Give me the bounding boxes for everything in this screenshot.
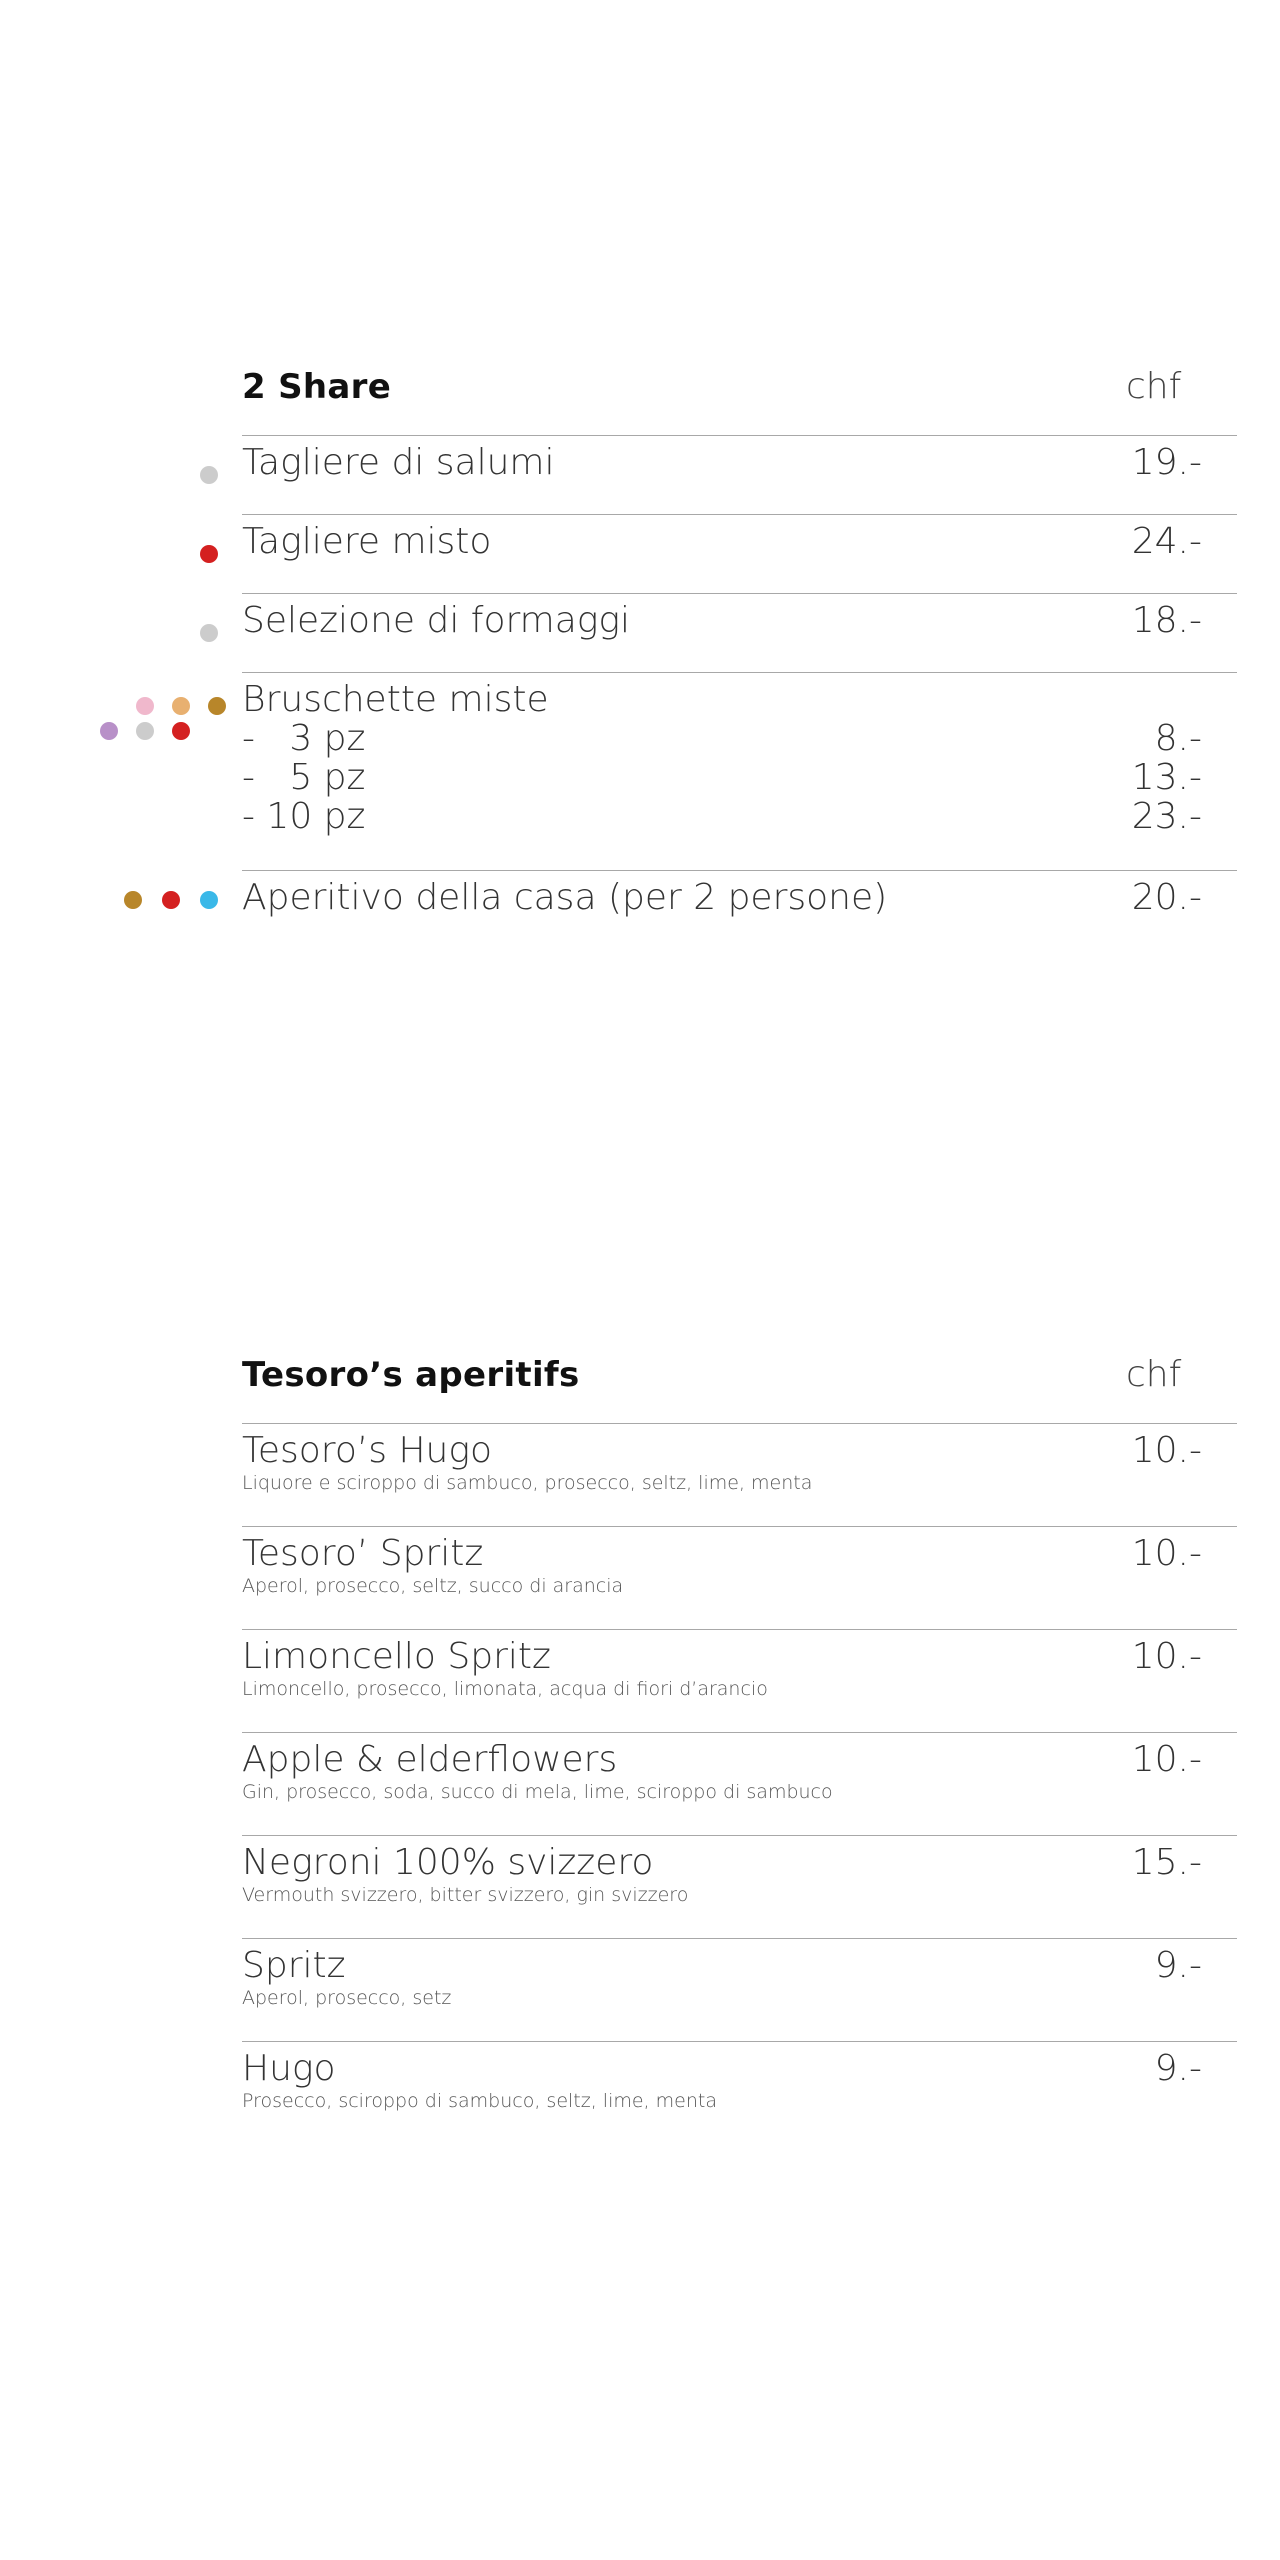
drink-description: Gin, prosecco, soda, succo di mela, lime, sciroppo di sambuco (242, 1781, 833, 1803)
item-name: Selezione di formaggi (242, 600, 630, 641)
drink-name: Spritz (242, 1945, 346, 1986)
menu-item-bruschette (242, 673, 1237, 870)
drink-name: Apple & elderflowers (242, 1739, 618, 1780)
drink-name: Negroni 100% svizzero (242, 1842, 654, 1883)
option-label: - 10 pz (242, 796, 366, 837)
dot-icon (200, 891, 218, 909)
drink-price: 10.- (1131, 1636, 1202, 1677)
menu-item-selezione-formaggi (242, 594, 1237, 672)
menu-item-tagliere-salumi (242, 436, 1237, 514)
item-price: 24.- (1131, 521, 1202, 562)
drink-description: Prosecco, sciroppo di sambuco, seltz, lime, menta (242, 2090, 717, 2112)
drink-price: 10.- (1131, 1739, 1202, 1780)
item-price: 20.- (1131, 877, 1202, 918)
item-name: Tagliere di salumi (242, 442, 555, 483)
drink-name: Tesoro’s Hugo (242, 1430, 492, 1471)
drink-description: Aperol, prosecco, setz (242, 1987, 452, 2009)
dot-icon (200, 545, 218, 563)
drink-name: Tesoro’ Spritz (242, 1533, 484, 1574)
share-currency: chf (1126, 366, 1182, 407)
drink-name: Hugo (242, 2048, 336, 2089)
drink-description: Limoncello, prosecco, limonata, acqua di fiori d’arancio (242, 1678, 768, 1700)
aperitifs-header (242, 1343, 1237, 1423)
option-label: - 5 pz (242, 757, 366, 798)
drink-name: Limoncello Spritz (242, 1636, 551, 1677)
item-name: Tagliere misto (242, 521, 492, 562)
dot-icon (162, 891, 180, 909)
dot-icon (200, 624, 218, 642)
drink-price: 9.- (1154, 2048, 1202, 2089)
dot-icon (136, 722, 154, 740)
aperitifs-section (242, 1343, 1237, 2144)
dot-icon (124, 891, 142, 909)
option-price: 8.- (1154, 718, 1202, 759)
aperitifs-currency: chf (1126, 1354, 1182, 1395)
dot-icon (136, 697, 154, 715)
aperitifs-title: Tesoro’s aperitifs (242, 1355, 580, 1395)
menu-item-tagliere-misto (242, 515, 1237, 593)
share-header (242, 355, 1237, 435)
menu-item-aperitivo (242, 871, 1237, 949)
drink-price: 10.- (1131, 1533, 1202, 1574)
item-name: Aperitivo della casa (per 2 persone) (242, 877, 888, 918)
item-price: 19.- (1131, 442, 1202, 483)
drink-description: Liquore e sciroppo di sambuco, prosecco, seltz, lime, menta (242, 1472, 813, 1494)
dot-icon (200, 466, 218, 484)
menu-item-tesoro-spritz (242, 1527, 1237, 1629)
drink-price: 15.- (1131, 1842, 1202, 1883)
dot-icon (208, 697, 226, 715)
menu-item-negroni (242, 1836, 1237, 1938)
dot-icon (100, 722, 118, 740)
dot-icon (172, 697, 190, 715)
dot-icon (172, 722, 190, 740)
drink-price: 10.- (1131, 1430, 1202, 1471)
share-section (242, 355, 1237, 949)
option-label: - 3 pz (242, 718, 366, 759)
menu-item-apple-elderflowers (242, 1733, 1237, 1835)
drink-description: Vermouth svizzero, bitter svizzero, gin svizzero (242, 1884, 689, 1906)
item-name: Bruschette miste (242, 679, 549, 720)
drink-description: Aperol, prosecco, seltz, succo di arancia (242, 1575, 624, 1597)
menu-item-spritz (242, 1939, 1237, 2041)
menu-item-limoncello-spritz (242, 1630, 1237, 1732)
menu-item-hugo (242, 2042, 1237, 2144)
share-title: 2 Share (242, 367, 392, 407)
option-price: 13.- (1131, 757, 1202, 798)
menu-item-tesoros-hugo (242, 1424, 1237, 1526)
item-price: 18.- (1131, 600, 1202, 641)
option-price: 23.- (1131, 796, 1202, 837)
drink-price: 9.- (1154, 1945, 1202, 1986)
